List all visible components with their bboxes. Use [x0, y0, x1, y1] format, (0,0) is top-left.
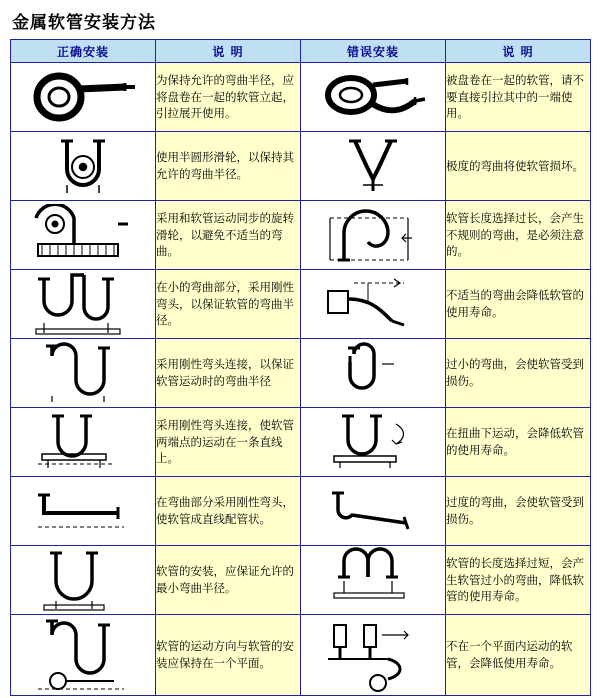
elbow-straight-pipe-correct-icon: [11, 477, 156, 546]
sharp-bend-wrong-icon: [301, 132, 446, 201]
table-row: [11, 63, 591, 132]
header-wrong-install: 错误安装: [301, 40, 446, 63]
wrong-note: 在扭曲下运动，会降低软管的使用寿命。: [446, 408, 591, 477]
correct-note: 使用半圆形滑轮，以保持其允许的弯曲半径。: [156, 132, 301, 201]
wrong-note: 软管的长度选择过短，会产生软管过小的弯曲，降低软管的使用寿命。: [446, 546, 591, 615]
header-correct-note: 说 明: [156, 40, 301, 63]
correct-note: 软管的安装，应保证允许的最小弯曲半径。: [156, 546, 301, 615]
header-wrong-note: 说 明: [446, 40, 591, 63]
table-row: [11, 408, 591, 477]
wrong-note: 不在一个平面内运动的软管，会降低使用寿命。: [446, 615, 591, 696]
straight-line-motion-correct-icon: [11, 408, 156, 477]
min-bend-radius-correct-icon: [11, 546, 156, 615]
coiled-hose-wrong-icon: [301, 63, 446, 132]
wrong-note: 不适当的弯曲会降低软管的使用寿命。: [446, 270, 591, 339]
rigid-elbow-small-bend-correct-icon: [11, 270, 156, 339]
table-row: [11, 201, 591, 270]
table-header-row: [11, 40, 591, 63]
wrong-note: 被盘卷在一起的软管，请不要直接引拉其中的一端使用。: [446, 63, 591, 132]
correct-note: 采用和软管运动同步的旋转滑轮，以避免不适当的弯曲。: [156, 201, 301, 270]
table-row: [11, 477, 591, 546]
too-long-small-bend-wrong-icon: [301, 546, 446, 615]
twisted-motion-wrong-icon: [301, 408, 446, 477]
header-correct-install: 正确安装: [11, 40, 156, 63]
correct-note: 软管的运动方向与软管的安装应保持在一个平面。: [156, 615, 301, 696]
correct-note: 为保持允许的弯曲半径，应将盘卷在一起的软管立起，引拉展开使用。: [156, 63, 301, 132]
wrong-note: 过小的弯曲，会使软管受到损伤。: [446, 339, 591, 408]
wrong-note: 极度的弯曲将使软管损坏。: [446, 132, 591, 201]
table-row: [11, 339, 591, 408]
long-hose-irregular-bend-wrong-icon: [301, 201, 446, 270]
correct-note: 采用刚性弯头连接，使软管两端点的运动在一条直线上。: [156, 408, 301, 477]
wrong-note: 软管长度选择过长，会产生不规则的弯曲，是必须注意的。: [446, 201, 591, 270]
table-row: [11, 132, 591, 201]
same-plane-motion-correct-icon: [11, 615, 156, 696]
correct-note: 采用刚性弯头连接，以保证软管运动时的弯曲半径: [156, 339, 301, 408]
excessive-bend-wrong-icon: [301, 477, 446, 546]
table-row: [11, 615, 591, 696]
wrong-note: 过度的弯曲，会使软管受到损伤。: [446, 477, 591, 546]
table-row: [11, 270, 591, 339]
out-of-plane-motion-wrong-icon: [301, 615, 446, 696]
table-row: [11, 546, 591, 615]
coiled-hose-correct-icon: [11, 63, 156, 132]
too-small-bend-wrong-icon: [301, 339, 446, 408]
rotating-pulley-correct-icon: [11, 201, 156, 270]
installation-methods-table: [10, 39, 591, 696]
page-title: 金属软管安装方法: [12, 13, 156, 33]
correct-note: 在弯曲部分采用刚性弯头，使软管成直线配管状。: [156, 477, 301, 546]
rigid-elbow-connection-correct-icon: [11, 339, 156, 408]
improper-bend-wrong-icon: [301, 270, 446, 339]
correct-note: 在小的弯曲部分，采用刚性弯头，以保证软管的弯曲半径。: [156, 270, 301, 339]
u-bend-pulley-correct-icon: [11, 132, 156, 201]
